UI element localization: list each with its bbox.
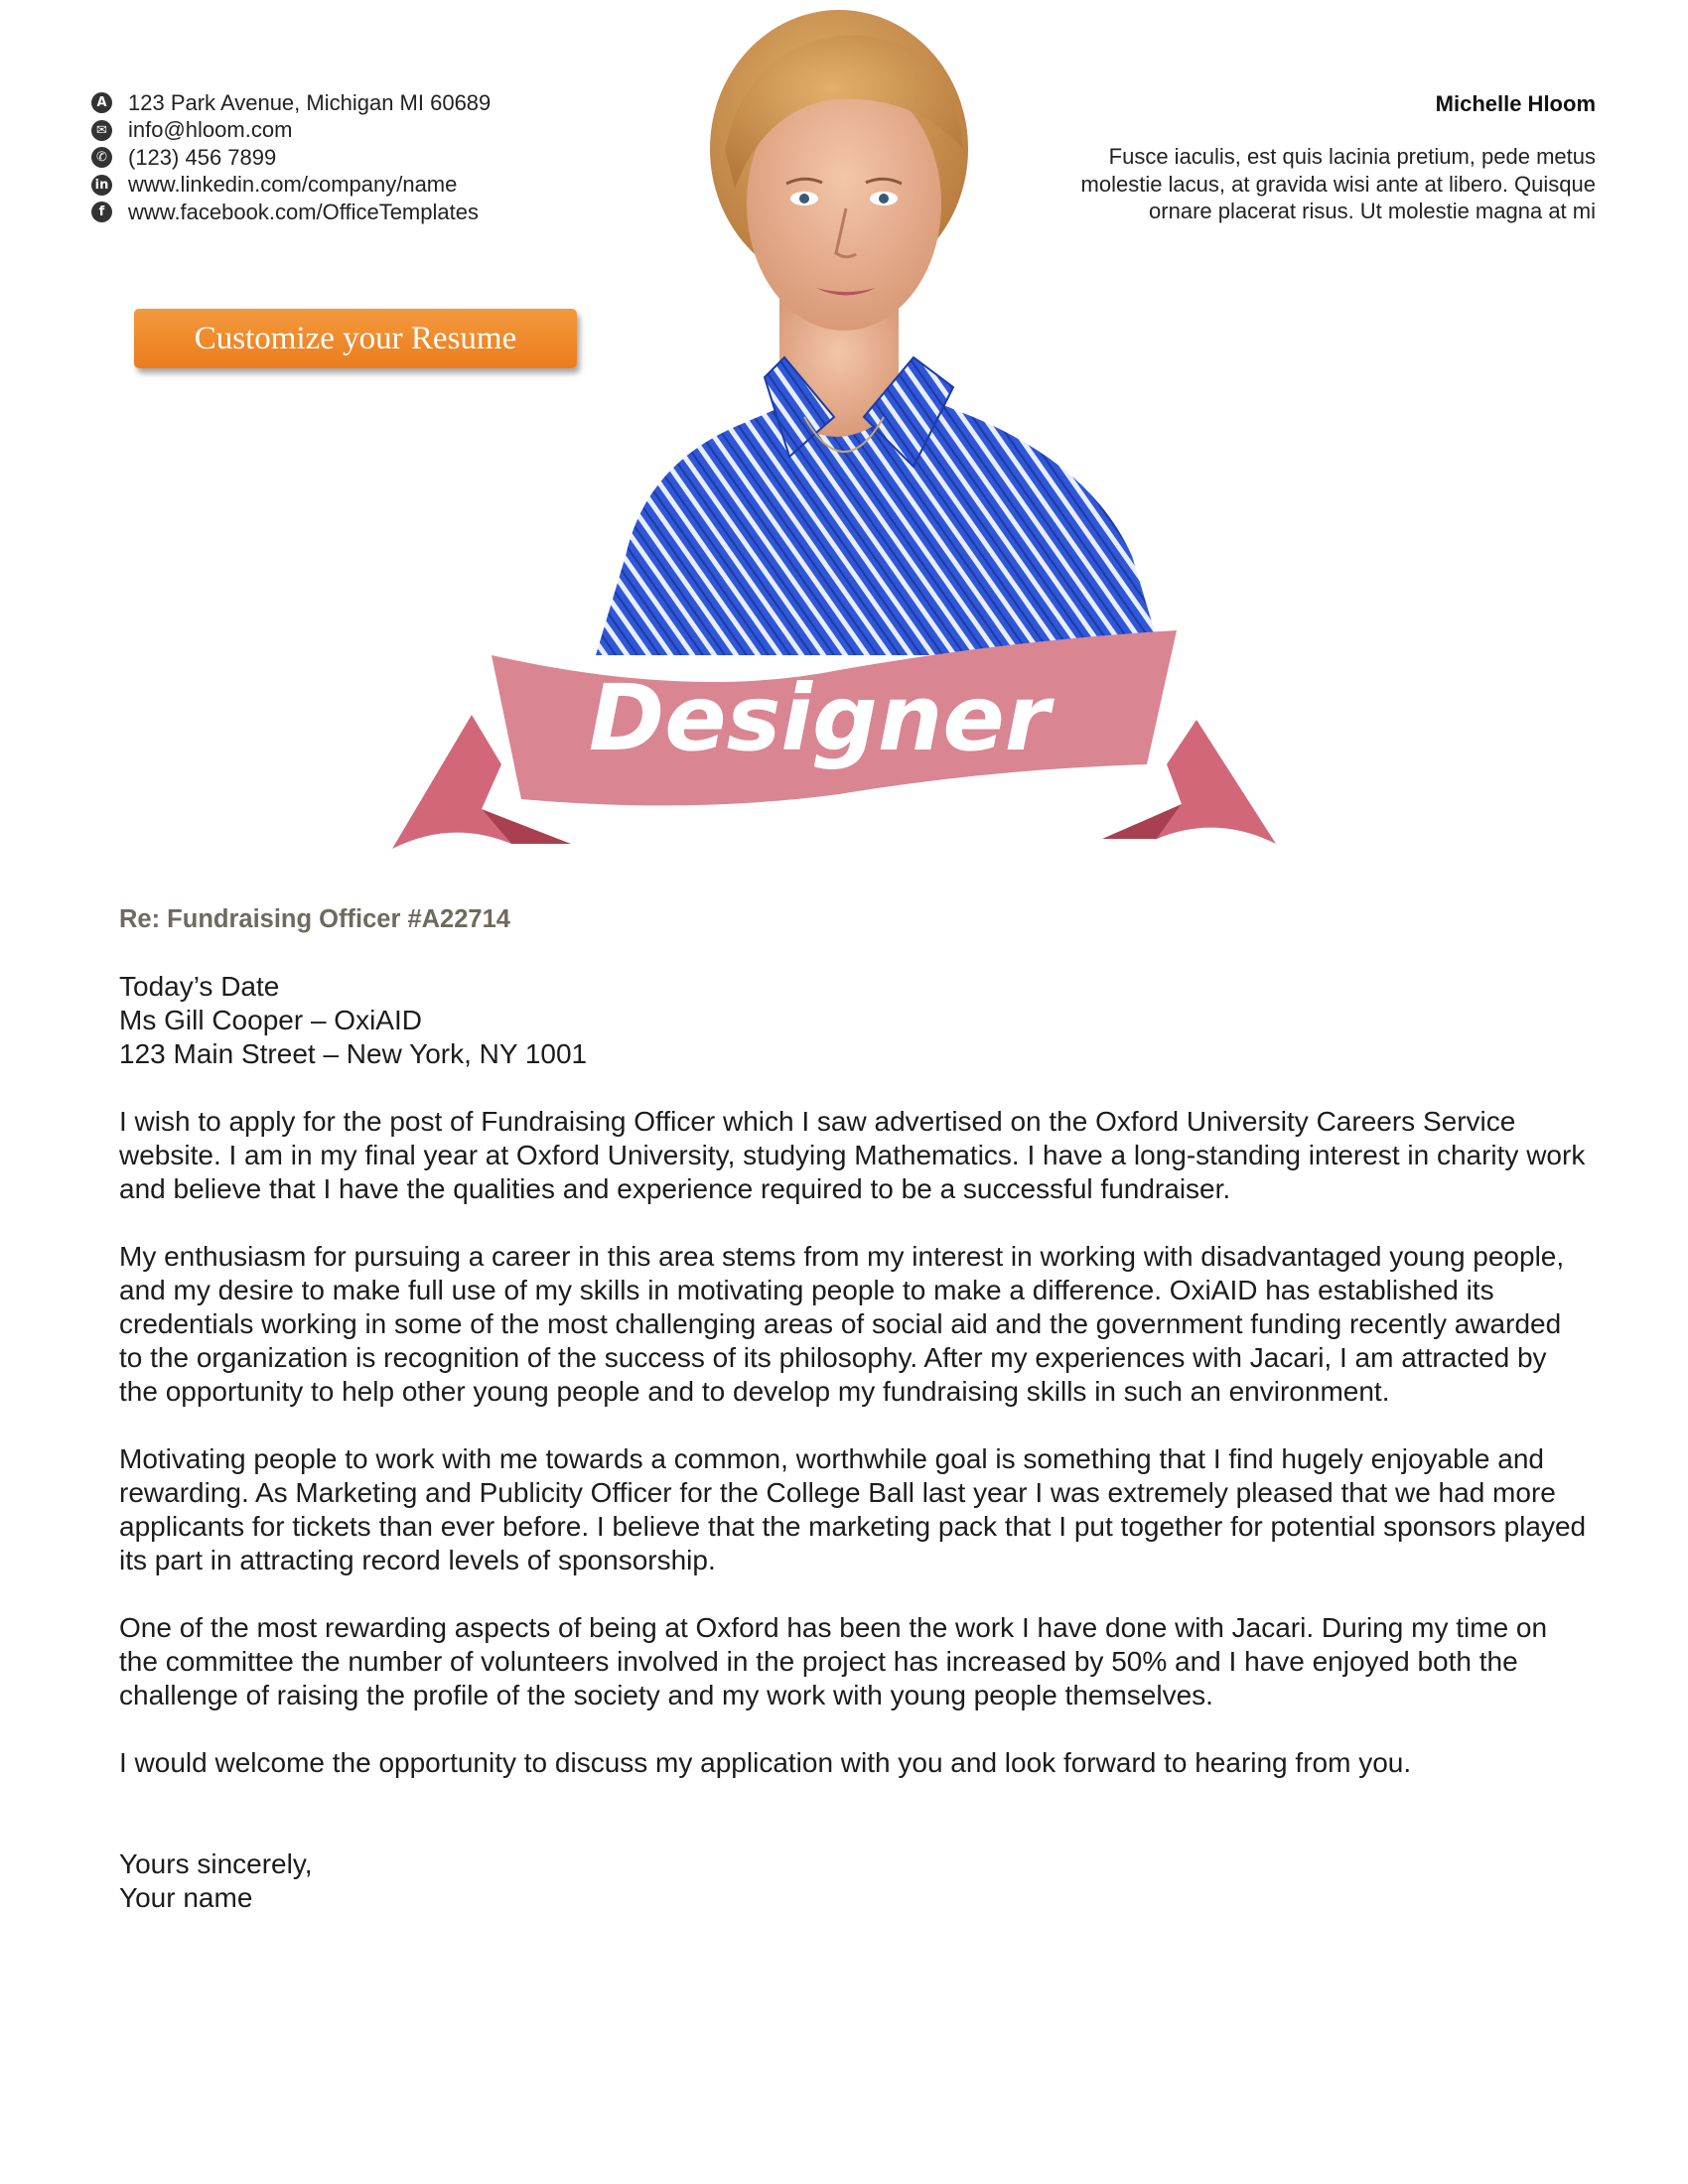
contact-linkedin[interactable] (91, 172, 608, 200)
paragraph-1: I wish to apply for the post of Fundraising Officer which I saw advertised on the Oxford University Careers Service website. I am in my final year at Oxford University, studying Mathematics. I have a long-standing interest in charity work and believe that I have the qualities and experience required to be a successful fundraiser. (119, 1106, 1586, 1204)
facebook-icon: f (91, 202, 112, 222)
designer-ribbon-banner (392, 611, 1276, 879)
contact-linkedin-link[interactable]: www.linkedin.com/company/name (128, 172, 458, 198)
contact-facebook-link[interactable]: www.facebook.com/OfficeTemplates (128, 199, 479, 224)
customize-resume-button[interactable]: Customize your Resume (134, 309, 577, 368)
paragraph-4: One of the most rewarding aspects of being at Oxford has been the work I have done with Jacari. During my time on the committee the number of volunteers involved in the project has increased by 50% and I have enjoyed both the challenge of raising the profile of the society and my work with young people themselves. (119, 1612, 1548, 1710)
paragraph-3: Motivating people to work with me towards a common, worthwhile goal is something that I find hugely enjoyable and rewarding. As Marketing and Publicity Officer for the College Ball last year I was extremely pleased that we had more applicants for tickets than ever before. I believe that the marketing pack that I put together for potential sponsors played its part in attracting record levels of sponsorship. (119, 1443, 1587, 1575)
profile-name: Michelle Hloom (1435, 91, 1596, 116)
recipient-address: 123 Main Street – New York, NY 1001 (119, 1038, 588, 1069)
subject-line: Re: Fundraising Officer #A22714 (119, 905, 510, 933)
cover-letter-body (119, 905, 1589, 1915)
linkedin-icon: in (91, 175, 112, 196)
profile-bio: Fusce iaculis, est quis lacinia pretium, pede metus molestie lacus, at gravida wisi ante at libero. Quisque ornare placerat risus. Ut molestie magna at mi (1080, 144, 1596, 223)
contact-email-text[interactable]: info@hloom.com (128, 117, 293, 143)
paragraph-5: I would welcome the opportunity to discuss my application with you and look forward to hearing from you. (119, 1747, 1412, 1778)
recipient-block (119, 970, 1589, 1071)
closing-block (119, 1847, 1589, 1915)
contact-address-text: 123 Park Avenue, Michigan MI 60689 (128, 89, 492, 115)
contact-address (91, 89, 608, 117)
recipient-name: Ms Gill Cooper – OxiAID (119, 1005, 422, 1035)
contact-phone-text: (123) 456 7899 (128, 144, 277, 170)
contact-email[interactable] (91, 117, 608, 145)
contact-phone (91, 144, 608, 172)
portrait-photo (536, 0, 1192, 655)
email-icon: ✉ (91, 120, 112, 141)
phone-icon: ✆ (91, 147, 112, 168)
contact-facebook[interactable] (91, 199, 608, 226)
location-icon: A (91, 92, 112, 113)
signature-name: Your name (119, 1882, 253, 1913)
banner-title: Designer (588, 665, 1051, 771)
contact-list (91, 89, 608, 226)
letter-date: Today’s Date (119, 971, 280, 1002)
closing-salutation: Yours sincerely, (119, 1848, 313, 1879)
paragraph-2: My enthusiasm for pursuing a career in this area stems from my interest in working with disadvantaged young people, and my desire to make full use of my skills in motivating people to make a difference. OxiAID has established its credentials working in some of the most challenging areas of social aid and the government funding recently awarded to the organization is recognition of the success of its philosophy. After my experiences with Jacari, I am attracted by the opportunity to help other young people and to develop my fundraising skills in such an environment. (119, 1241, 1565, 1407)
